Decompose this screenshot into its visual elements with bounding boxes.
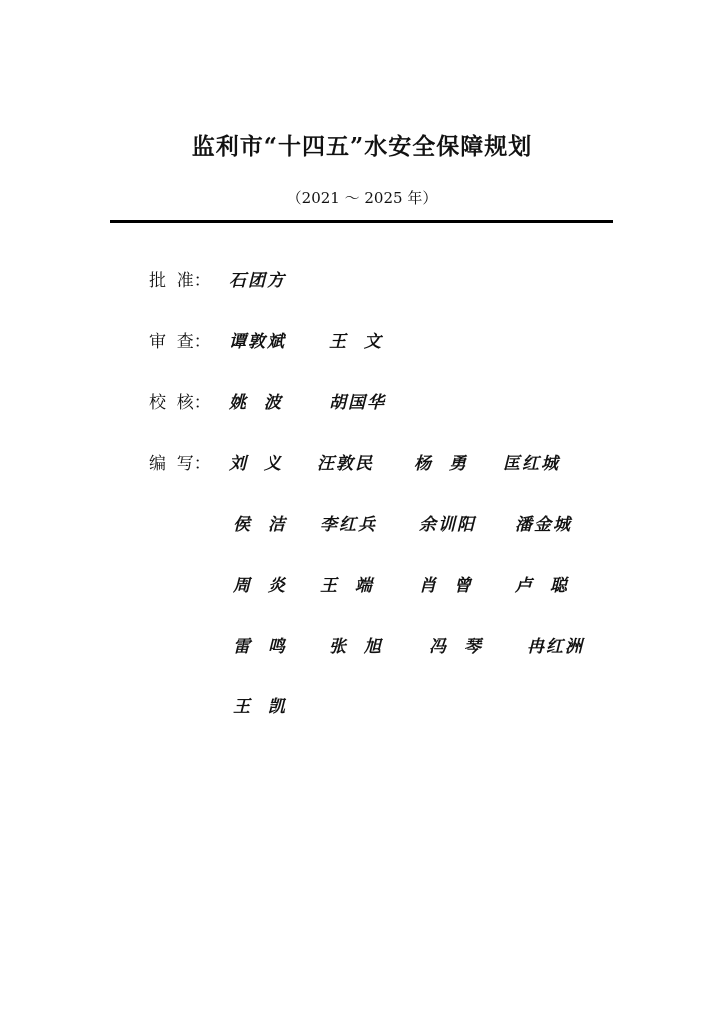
writer-name: 潘金城 (515, 515, 572, 535)
document-title: 监利市“十四五”水安全保障规划 (191, 133, 533, 160)
approver-name: 石团方 (229, 271, 286, 291)
title-divider (110, 220, 613, 223)
writer-name: 刘 义 (229, 454, 283, 474)
writer-name: 余训阳 (419, 515, 476, 535)
writer-name: 冯 琴 (429, 637, 483, 657)
writer-name: 卢 聪 (515, 576, 569, 596)
checker-name: 胡国华 (329, 393, 386, 413)
writer-name: 雷 鸣 (233, 637, 287, 657)
role-label-check: 校 核： (149, 393, 211, 413)
writer-name: 王 端 (320, 576, 374, 596)
writer-name: 匡红城 (503, 454, 560, 474)
role-label-review: 审 查： (149, 332, 211, 352)
reviewer-name: 王 文 (329, 332, 383, 352)
writer-name: 李红兵 (320, 515, 377, 535)
role-label-approve: 批 准： (149, 271, 211, 291)
writer-name: 周 炎 (233, 576, 287, 596)
writer-name: 张 旭 (329, 637, 383, 657)
writer-name: 王 凯 (233, 697, 287, 717)
writer-name: 肖 曾 (419, 576, 473, 596)
document-subtitle: （2021 ～ 2025 年） (286, 189, 438, 207)
checker-name: 姚 波 (229, 393, 283, 413)
writer-name: 汪敦民 (317, 454, 374, 474)
writer-name: 冉红洲 (527, 637, 584, 657)
writer-name: 侯 洁 (233, 515, 287, 535)
reviewer-name: 谭敦斌 (229, 332, 286, 352)
role-label-write: 编 写： (149, 454, 211, 474)
writer-name: 杨 勇 (414, 454, 468, 474)
